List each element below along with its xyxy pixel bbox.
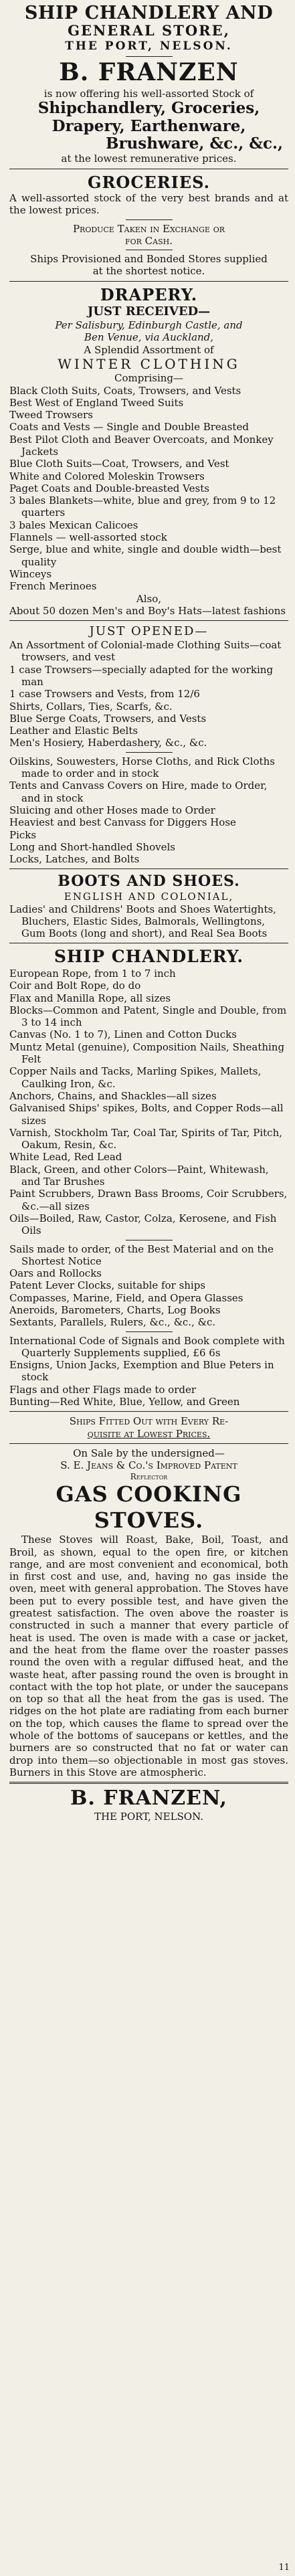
boots-heading: BOOTS AND SHOES.	[58, 872, 240, 891]
list-item: Ensigns, Union Jacks, Exemption and Blue Peters in stock	[9, 1359, 274, 1384]
exchange-line-2: for Cash.	[124, 234, 173, 247]
intro-line-5: at the lowest remunerative prices.	[61, 153, 237, 165]
divider	[126, 1331, 173, 1332]
just-received: JUST RECEIVED—	[87, 304, 211, 318]
groceries-heading: GROCERIES.	[87, 172, 211, 192]
chandlery-heading: SHIP CHANDLERY.	[54, 947, 244, 967]
boots-sub: ENGLISH AND COLONIAL,	[64, 891, 234, 903]
list-item: Best West of England Tweed Suits	[9, 396, 184, 409]
list-item: Sextants, Parallels, Rulers, &c., &c., &c.	[9, 1316, 216, 1329]
list-item: Serge, blue and white, single and double width—best quality	[9, 543, 282, 568]
list-item: Oils—Boiled, Raw, Castor, Colza, Kerosene, and Fish Oils	[9, 1212, 277, 1237]
divider	[9, 281, 288, 282]
list-item: Winceys	[9, 567, 52, 580]
footer-place: THE PORT, NELSON.	[94, 1811, 204, 1823]
list-item: Copper Nails and Tacks, Marling Spikes, Mallets, Caulking Iron, &c.	[9, 1065, 262, 1090]
sale-line-2: S. E. Jeans & Co.'s Improved Patent	[60, 1459, 237, 1472]
list-item: Galvanised Ships' spikes, Bolts, and Copper Rods—all sizes	[9, 1102, 284, 1127]
list-item: International Code of Signals and Book complete with Quarterly Supplements supplied, £6 6s	[9, 1334, 285, 1359]
list-item: Locks, Latches, and Bolts	[9, 853, 140, 866]
drapery-list	[9, 385, 288, 593]
chandlery-list	[9, 968, 288, 1408]
divider	[9, 868, 288, 869]
list-item: French Merinoes	[9, 580, 97, 593]
divider	[126, 56, 173, 57]
proprietor-name: B. FRANZEN	[59, 58, 239, 87]
list-item: Muntz Metal (genuine), Composition Nails, Sheathing Felt	[9, 1040, 285, 1066]
comprising: Comprising—	[114, 372, 184, 385]
list-item: Coats and Vests — Single and Double Breasted	[9, 421, 249, 434]
column-number: 11	[278, 2563, 290, 2573]
list-item: 1 case Trowsers and Vests, from 12/6	[9, 688, 200, 701]
list-item: Blue Cloth Suits—Coat, Trowsers, and Vest	[9, 458, 229, 470]
drapery-heading: DRAPERY.	[100, 284, 198, 304]
list-item: European Rope, from 1 to 7 inch	[9, 967, 176, 980]
list-item: 3 bales Mexican Calicoes	[9, 519, 138, 531]
list-item: Aneroids, Barometers, Charts, Log Books	[9, 1303, 221, 1316]
assortment-line: A Splendid Assortment of	[84, 343, 214, 356]
divider	[126, 752, 173, 753]
list-item: Coir and Bolt Rope, do do	[9, 980, 141, 992]
exchange-line-1: Produce Taken in Exchange or	[72, 222, 225, 235]
list-item: Bunting—Red White, Blue, Yellow, and Green	[9, 1396, 240, 1408]
list-item: Oars and Rollocks	[9, 1267, 102, 1280]
divider	[9, 1411, 288, 1412]
winter-clothing: WINTER CLOTHING	[58, 355, 240, 372]
list-item: 1 case Trowsers—specially adapted for the working man	[9, 663, 274, 688]
gas-stoves-heading: GAS COOKING STOVES.	[56, 1481, 242, 1534]
divider	[126, 219, 173, 220]
just-opened-list	[9, 639, 288, 865]
list-item: Best Pilot Cloth and Beaver Overcoats, and Monkey Jackets	[9, 433, 274, 458]
list-item: White Lead, Red Lead	[9, 1151, 122, 1164]
intro-line-2: Shipchandlery, Groceries,	[37, 99, 260, 118]
list-item: Blocks—Common and Patent, Single and Double, from 3 to 14 inch	[9, 1004, 287, 1029]
title-line-2: GENERAL STORE,	[68, 22, 230, 39]
list-item: Anchors, Chains, and Shackles—all sizes	[9, 1089, 217, 1102]
place-line: THE PORT, NELSON.	[65, 39, 233, 54]
list-item: Heaviest and best Canvass for Diggers Hose	[9, 816, 236, 829]
list-item: Patent Lever Clocks, suitable for ships	[9, 1279, 206, 1292]
list-item: Canvas (No. 1 to 7), Linen and Cotton Ducks	[9, 1028, 237, 1041]
fitted-line-2: quisite at Lowest Prices.	[87, 1427, 211, 1440]
divider	[9, 1443, 288, 1444]
ships-line-1: Per Salisbury, Edinburgh Castle, and	[55, 318, 243, 331]
list-item: Men's Hosiery, Haberdashery, &c., &c.	[9, 737, 207, 749]
intro-line-3: Drapery, Earthenware,	[52, 116, 246, 135]
list-item: Paint Scrubbers, Drawn Bass Brooms, Coir Scrubbers, &c.—all sizes	[9, 1188, 288, 1212]
hats-line: About 50 dozen Men's and Boy's Hats—latest fashions	[9, 604, 286, 617]
boots-text: Ladies' and Childrens' Boots and Shoes Watertights, Bluchers, Elastic Sides, Balmorals, Wellingtons, Gum Boots (long and short), and Real Sea Boots	[9, 903, 276, 940]
list-item: 3 bales Blankets—white, blue and grey, from 9 to 12 quarters	[9, 494, 276, 519]
divider	[9, 1782, 288, 1784]
list-item: Black Cloth Suits, Coats, Trowsers, and Vests	[9, 384, 241, 397]
list-item: Tents and Canvass Covers on Hire, made to Order, and in stock	[9, 779, 268, 804]
list-item: White and Colored Moleskin Trowsers	[9, 470, 205, 482]
list-item: Compasses, Marine, Field, and Opera Glasses	[9, 1291, 243, 1304]
list-item: An Assortment of Colonial-made Clothing Suits—coat trowsers, and vest	[9, 639, 282, 664]
list-item: Flannels — well-assorted stock	[9, 531, 167, 544]
gas-text: These Stoves will Roast, Bake, Boil, Toast, and Broil, as shown, equal to the open fire, or kitchen range, and are most convenient and economical, both in first cost and use, and, having no gas inside the oven, meet with general approbation. The Stoves have been put to every possible test, and have given the greatest satisfaction. The oven above the roaster is constructed in such a manner that every particle of heat is used. The oven is made with a case or jacket, and the heat from the flame over the roaster passes round the oven with a regular diffused heat, and the waste heat, after passing round the oven is brought in contact with the top hot plate, or under the saucepans on top so that all the heat from the gas is used. The ridges on the hot plate are radiating from each burner on the top, which causes the flame to spread over the whole of the bottoms of saucepans or kettles, and the burners are so constructed that no fat or water can drop into them—so objectionable in most gas stoves. Burners in this Stove are atmospheric.	[9, 1534, 288, 1778]
list-item: Blue Serge Coats, Trowsers, and Vests	[9, 712, 207, 725]
list-item: Long and Short-handled Shovels	[9, 840, 175, 853]
also-line: Also,	[136, 592, 162, 605]
list-item: Sails made to order, of the Best Material and on the Shortest Notice	[9, 1243, 274, 1267]
intro-line-4: Brushware, &c., &c.,	[106, 134, 283, 153]
fitted-line-1: Ships Fitted Out with Every Re-	[69, 1415, 229, 1428]
bonded-line-1: Ships Provisioned and Bonded Stores supplied	[30, 253, 268, 266]
sale-line-3: Reflector	[130, 1471, 168, 1481]
list-item: Flax and Manilla Rope, all sizes	[9, 992, 171, 1004]
divider	[9, 620, 288, 621]
list-item: Sluicing and other Hoses made to Order	[9, 804, 215, 816]
list-item: Oilskins, Souwesters, Horse Cloths, and Rick Cloths made to order and in stock	[9, 755, 275, 780]
list-item: Leather and Elastic Belts	[9, 725, 138, 737]
sale-line-1: On Sale by the undersigned—	[73, 1447, 225, 1459]
footer-proprietor: B. FRANZEN,	[70, 1786, 227, 1811]
list-item: Varnish, Stockholm Tar, Coal Tar, Spirits of Tar, Pitch, Oakum, Resin, &c.	[9, 1126, 283, 1152]
list-item: Black, Green, and other Colors—Paint, Whitewash, and Tar Brushes	[9, 1163, 269, 1188]
groceries-text: A well-assorted stock of the very best brands and at the lowest prices.	[9, 191, 288, 217]
ships-line-2: Ben Venue, via Auckland,	[84, 331, 214, 344]
just-opened-heading: JUST OPENED—	[89, 624, 209, 639]
intro-line-1: is now offering his well-assorted Stock of	[43, 87, 254, 100]
list-item: Shirts, Collars, Ties, Scarfs, &c.	[9, 700, 173, 713]
title-line-1: SHIP CHANDLERY AND	[24, 3, 274, 23]
bonded-line-2: at the shortest notice.	[92, 265, 205, 278]
list-item: Picks	[9, 828, 37, 841]
list-item: Flags and other Flags made to order	[9, 1383, 197, 1396]
list-item: Paget Coats and Double-breasted Vests	[9, 482, 209, 494]
list-item: Tweed Trowsers	[9, 409, 93, 422]
